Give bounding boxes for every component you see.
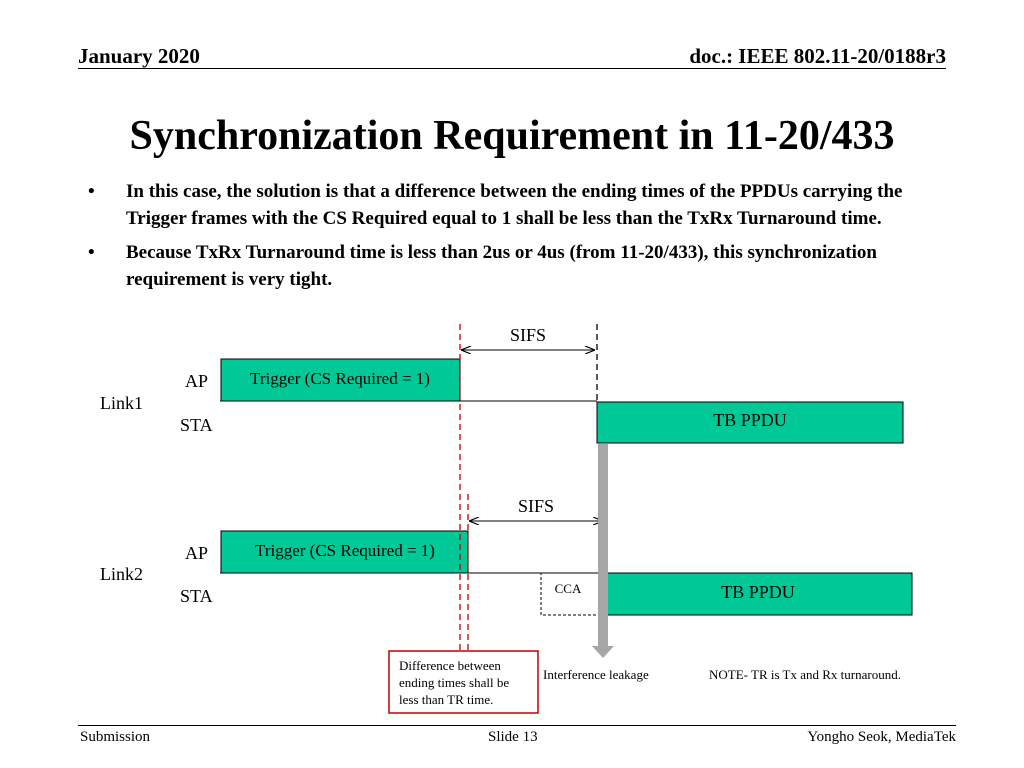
link2-sta-label: STA [180,586,213,606]
bullet-marker: • [88,242,95,263]
bullet-text: Because TxRx Turnaround time is less than 2us or 4us (from 11-20/433), this synchronization requirement is very tight. [126,242,877,290]
difference-line-2: ending times shall be [399,675,510,690]
slide-title: Synchronization Requirement in 11-20/433 [129,113,895,159]
interference-arrow-head [592,646,614,658]
bullet-text: In this case, the solution is that a difference between the ending times of the PPDUs carrying the Trigger frames with the CS Required equal to 1 shall be less than the TxRx Turnaround time. [126,181,903,229]
link1-ap-label: AP [185,371,209,391]
turnaround-note: NOTE- TR is Tx and Rx turnaround. [709,667,901,682]
link1-sta-label: STA [180,415,213,435]
footer-submission: Submission [80,729,151,745]
link2-ap-label: AP [185,543,209,563]
link1-sifs-label: SIFS [509,325,547,345]
footer-author: Yongho Seok, MediaTek [807,729,956,745]
interference-arrow-shaft [598,444,608,646]
difference-line-3: less than TR time. [399,692,494,707]
interference-label: Interference leakage [543,667,649,682]
bullet-marker: • [88,181,95,202]
link2-tb-ppdu-label: TB PPDU [721,582,795,602]
link2-sifs-label: SIFS [517,496,555,516]
link1-trigger-label: Trigger (CS Required = 1) [250,369,430,388]
link2-trigger-label: Trigger (CS Required = 1) [255,541,435,560]
link2-label: Link2 [100,564,143,584]
link1-tb-ppdu-label: TB PPDU [713,410,787,430]
header-date: January 2020 [78,44,200,68]
link1-label: Link1 [100,393,143,413]
difference-line-1: Difference between [399,658,501,673]
header-doc-id: doc.: IEEE 802.11-20/0188r3 [689,44,946,68]
footer-slide-number: Slide 13 [488,729,538,745]
footer-rule [78,725,956,726]
cca-label: CCA [554,581,582,596]
